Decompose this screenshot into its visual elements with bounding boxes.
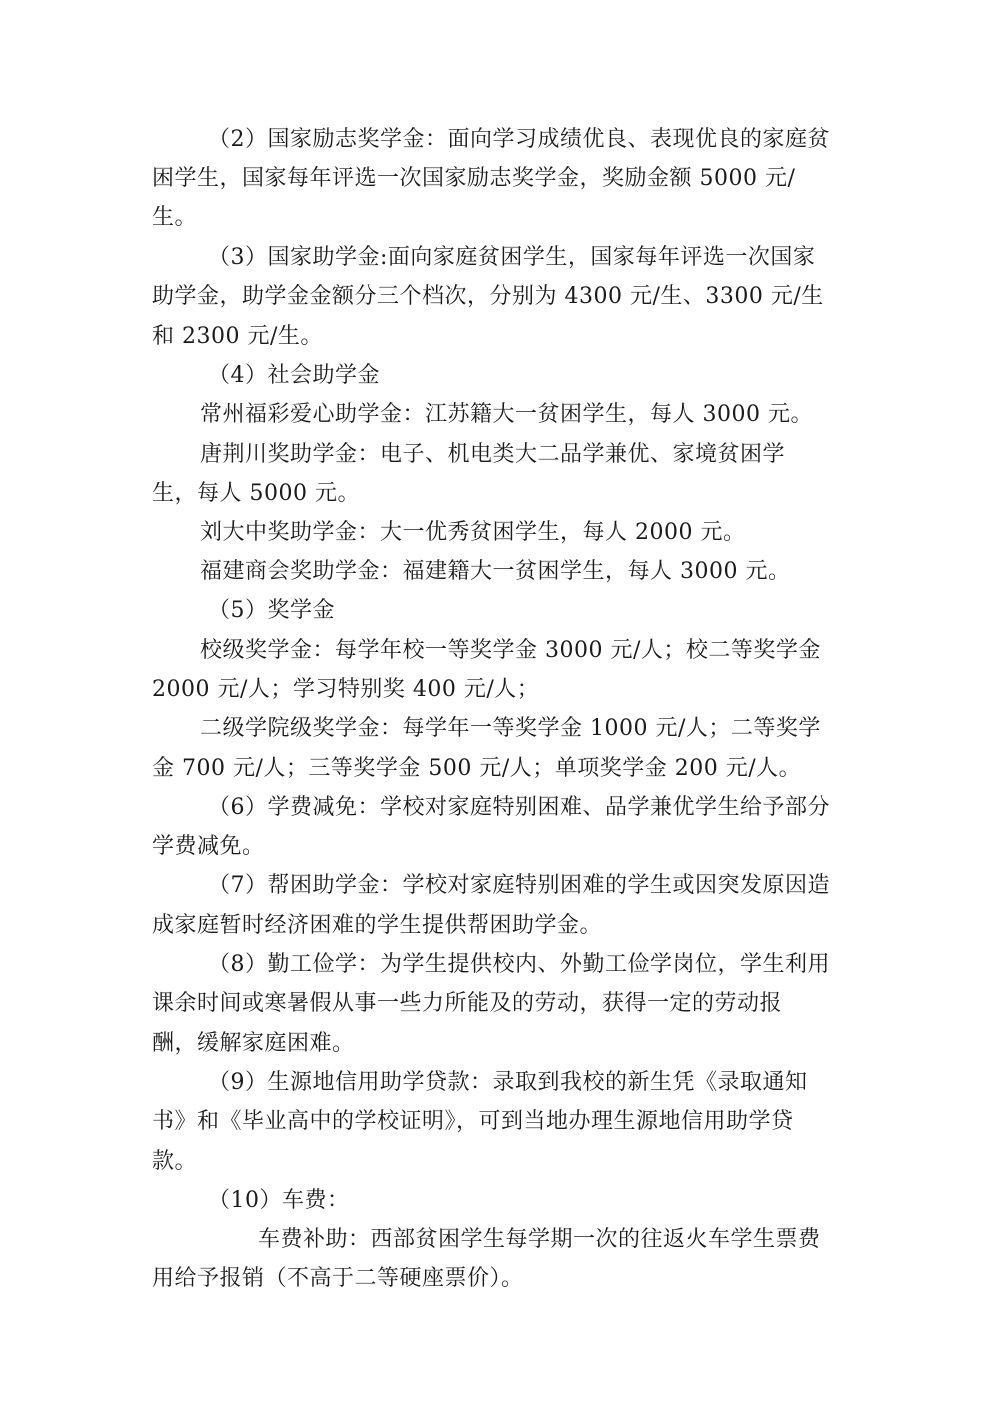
text-line: 2000 元/人；学习特别奖 400 元/人； <box>152 677 540 702</box>
text-line: 成家庭暂时经济困难的学生提供帮困助学金。 <box>152 913 603 938</box>
text-line: 金 700 元/人；三等奖学金 500 元/人；单项奖学金 200 元/人。 <box>152 756 802 781</box>
text-line: （10）车费： <box>208 1188 350 1213</box>
text-line: 书》和《毕业高中的学校证明》，可到当地办理生源地信用助学贷 <box>152 1109 794 1134</box>
text-line: 常州福彩爱心助学金：江苏籍大一贫困学生，每人 3000 元。 <box>200 402 813 427</box>
text-line: 助学金，助学金金额分三个档次，分别为 4300 元/生、3300 元/生 <box>152 284 824 309</box>
text-line: 困学生，国家每年评选一次国家励志奖学金，奖励金额 5000 元/ <box>152 166 796 191</box>
text-line: （3）国家助学金:面向家庭贫困学生，国家每年评选一次国家 <box>208 245 816 270</box>
text-line: （9）生源地信用助学贷款：录取到我校的新生凭《录取通知 <box>208 1070 808 1095</box>
text-line: 生，每人 5000 元。 <box>152 481 360 506</box>
text-line: （2）国家励志奖学金：面向学习成绩优良、表现优良的家庭贫 <box>208 127 830 152</box>
text-line: 用给予报销（不高于二等硬座票价）。 <box>152 1266 524 1291</box>
text-line: 刘大中奖助学金：大一优秀贫困学生，每人 2000 元。 <box>200 520 746 545</box>
text-line: 和 2300 元/生。 <box>152 324 323 349</box>
text-line: 学费减免。 <box>152 834 265 859</box>
text-line: （7）帮困助学金：学校对家庭特别困难的学生或因突发原因造 <box>208 873 830 898</box>
text-line: 校级奖学金：每学年校一等奖学金 3000 元/人；校二等奖学金 <box>200 638 821 663</box>
text-line: （8）勤工俭学：为学生提供校内、外勤工俭学岗位，学生利用 <box>208 952 830 977</box>
text-line: 生。 <box>152 205 198 230</box>
text-line: 车费补助：西部贫困学生每学期一次的往返火车学生票费 <box>258 1227 821 1252</box>
text-line: 课余时间或寒暑假从事一些力所能及的劳动，获得一定的劳动报 <box>152 991 783 1016</box>
text-line: 二级学院级奖学金：每学年一等奖学金 1000 元/人；二等奖学 <box>200 716 821 741</box>
text-line: 酬，缓解家庭困难。 <box>152 1031 355 1056</box>
text-line: 款。 <box>152 1149 198 1174</box>
text-line: （6）学费减免：学校对家庭特别困难、品学兼优学生给予部分 <box>208 795 830 820</box>
text-line: （4）社会助学金 <box>208 363 380 388</box>
text-line: （5）奖学金 <box>208 598 335 623</box>
text-line: 福建商会奖助学金：福建籍大一贫困学生，每人 3000 元。 <box>200 559 791 584</box>
text-line: 唐荆川奖助学金：电子、机电类大二品学兼优、家境贫困学 <box>200 442 786 467</box>
